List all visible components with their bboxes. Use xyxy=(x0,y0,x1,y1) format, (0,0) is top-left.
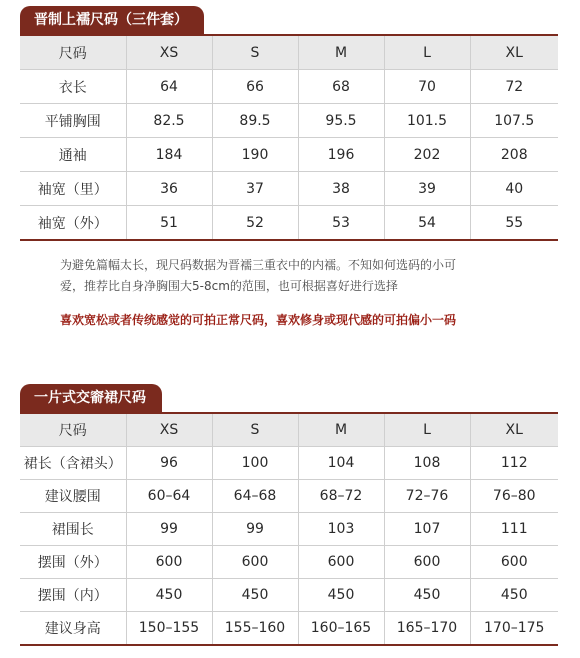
header-cell: L xyxy=(384,35,470,70)
table-cell: 202 xyxy=(384,138,470,172)
table-cell: 38 xyxy=(298,172,384,206)
table-row xyxy=(20,206,558,241)
table-cell: 112 xyxy=(470,447,558,480)
table-cell: 101.5 xyxy=(384,104,470,138)
table-cell: 60–64 xyxy=(126,480,212,513)
table-cell: 64–68 xyxy=(212,480,298,513)
skirt-size-section xyxy=(20,384,558,646)
table-row xyxy=(20,447,558,480)
row-label: 衣长 xyxy=(20,70,126,104)
header-cell: XL xyxy=(470,35,558,70)
header-cell: 尺码 xyxy=(20,413,126,447)
table-cell: 39 xyxy=(384,172,470,206)
size-note-line1: 为避免篇幅太长，现尺码数据为晋襦三重衣中的内襦。不知如何选码的小可 xyxy=(60,258,457,272)
table-cell: 184 xyxy=(126,138,212,172)
table-cell: 95.5 xyxy=(298,104,384,138)
table-cell: 76–80 xyxy=(470,480,558,513)
table-cell: 51 xyxy=(126,206,212,241)
table-cell: 450 xyxy=(212,579,298,612)
table-cell: 68–72 xyxy=(298,480,384,513)
table-row xyxy=(20,546,558,579)
table-cell: 89.5 xyxy=(212,104,298,138)
table-cell: 600 xyxy=(126,546,212,579)
table-cell: 36 xyxy=(126,172,212,206)
table-cell: 190 xyxy=(212,138,298,172)
table-cell: 82.5 xyxy=(126,104,212,138)
table-row xyxy=(20,138,558,172)
size-note xyxy=(60,255,540,297)
table-cell: 72 xyxy=(470,70,558,104)
table-cell: 53 xyxy=(298,206,384,241)
table-header-row xyxy=(20,35,558,70)
table-cell: 450 xyxy=(470,579,558,612)
table-cell: 107 xyxy=(384,513,470,546)
row-label: 摆围（外） xyxy=(20,546,126,579)
header-cell: L xyxy=(384,413,470,447)
table-cell: 450 xyxy=(298,579,384,612)
row-label: 袖宽（外） xyxy=(20,206,126,241)
table-cell: 196 xyxy=(298,138,384,172)
table-row xyxy=(20,480,558,513)
table-cell: 150–155 xyxy=(126,612,212,646)
table-cell: 450 xyxy=(126,579,212,612)
table-cell: 37 xyxy=(212,172,298,206)
skirt-table-title: 一片式交窬裙尺码 xyxy=(20,384,162,412)
table-cell: 99 xyxy=(126,513,212,546)
header-cell: 尺码 xyxy=(20,35,126,70)
table-cell: 104 xyxy=(298,447,384,480)
top-size-section xyxy=(20,6,558,241)
table-cell: 208 xyxy=(470,138,558,172)
header-cell: M xyxy=(298,413,384,447)
table-cell: 108 xyxy=(384,447,470,480)
table-header-row xyxy=(20,413,558,447)
table-cell: 96 xyxy=(126,447,212,480)
top-size-table xyxy=(20,34,558,241)
header-cell: XS xyxy=(126,35,212,70)
size-note-line2: 爱，推荐比自身净胸围大5-8cm的范围，也可根据喜好进行选择 xyxy=(60,279,398,293)
row-label: 通袖 xyxy=(20,138,126,172)
table-cell: 107.5 xyxy=(470,104,558,138)
table-cell: 70 xyxy=(384,70,470,104)
row-label: 平铺胸围 xyxy=(20,104,126,138)
row-label: 建议身高 xyxy=(20,612,126,646)
table-cell: 68 xyxy=(298,70,384,104)
table-cell: 40 xyxy=(470,172,558,206)
table-cell: 64 xyxy=(126,70,212,104)
header-cell: M xyxy=(298,35,384,70)
table-cell: 165–170 xyxy=(384,612,470,646)
table-cell: 52 xyxy=(212,206,298,241)
table-cell: 450 xyxy=(384,579,470,612)
table-cell: 600 xyxy=(384,546,470,579)
fit-recommendation: 喜欢宽松或者传统感觉的可拍正常尺码，喜欢修身或现代感的可拍偏小一码 xyxy=(60,313,457,327)
table-cell: 66 xyxy=(212,70,298,104)
row-label: 裙围长 xyxy=(20,513,126,546)
table-cell: 160–165 xyxy=(298,612,384,646)
table-row xyxy=(20,612,558,646)
header-cell: S xyxy=(212,35,298,70)
table-cell: 111 xyxy=(470,513,558,546)
table-row xyxy=(20,104,558,138)
table-cell: 600 xyxy=(212,546,298,579)
row-label: 建议腰围 xyxy=(20,480,126,513)
table-cell: 99 xyxy=(212,513,298,546)
table-cell: 170–175 xyxy=(484,620,545,636)
table-cell: 103 xyxy=(298,513,384,546)
table-cell: 54 xyxy=(384,206,470,241)
skirt-size-table xyxy=(20,412,558,646)
header-cell: S xyxy=(212,413,298,447)
row-label: 裙长（含裙头） xyxy=(20,447,126,480)
row-label: 袖宽（里） xyxy=(20,172,126,206)
table-cell: 600 xyxy=(470,546,558,579)
top-table-title: 晋制上襦尺码（三件套） xyxy=(20,6,204,34)
header-cell: XS xyxy=(126,413,212,447)
table-cell: 600 xyxy=(298,546,384,579)
table-row xyxy=(20,172,558,206)
table-cell: 55 xyxy=(505,214,524,231)
table-cell: 155–160 xyxy=(212,612,298,646)
header-cell: XL xyxy=(470,413,558,447)
row-label: 摆围（内） xyxy=(20,579,126,612)
table-row xyxy=(20,579,558,612)
table-cell: 100 xyxy=(212,447,298,480)
table-row xyxy=(20,513,558,546)
table-cell: 72–76 xyxy=(384,480,470,513)
table-row xyxy=(20,70,558,104)
